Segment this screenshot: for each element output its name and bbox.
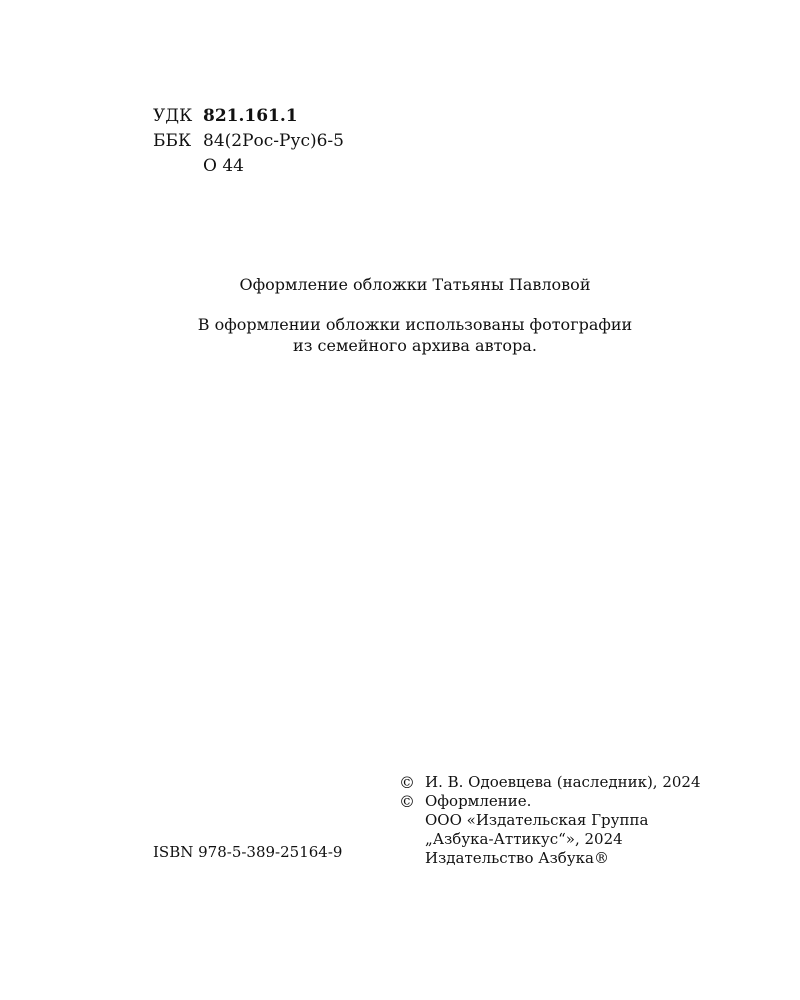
author-mark: О 44	[203, 156, 244, 176]
udk-label: УДК	[153, 106, 193, 126]
cover-photo-line-1: В оформлении обложки использованы фотографии	[197, 315, 633, 334]
cover-photo-credit	[0, 314, 800, 356]
copyright-block	[399, 773, 701, 868]
cover-photo-line-2: из семейного архива автора.	[293, 336, 537, 355]
classification-codes	[153, 104, 344, 179]
bbk-row	[153, 129, 344, 154]
copyright-icon: ©	[399, 792, 415, 811]
copyright-author	[399, 773, 701, 792]
isbn: ISBN 978-5-389-25164-9	[153, 843, 343, 861]
bbk-label: ББК	[153, 131, 192, 151]
bbk-value: 84(2Рос-Рус)6-5	[203, 131, 344, 151]
copyright-design	[399, 792, 701, 868]
author-mark-row	[153, 154, 344, 179]
udk-row	[153, 104, 344, 129]
copyright-icon: ©	[399, 773, 415, 792]
copyright-design-line-2: ООО «Издательская Группа	[425, 811, 649, 829]
author-mark-spacer	[153, 154, 203, 179]
copyright-author-text: И. В. Одоевцева (наследник), 2024	[425, 773, 701, 791]
cover-design-credit: Оформление обложки Татьяны Павловой	[239, 275, 591, 294]
udk-value: 821.161.1	[203, 106, 298, 126]
copyright-design-line-4: Издательство Азбука®	[425, 849, 609, 867]
copyright-design-line-3: „Азбука-Аттикус“», 2024	[425, 830, 623, 848]
cover-credits	[0, 274, 800, 372]
copyright-design-line-1: Оформление.	[425, 792, 532, 810]
